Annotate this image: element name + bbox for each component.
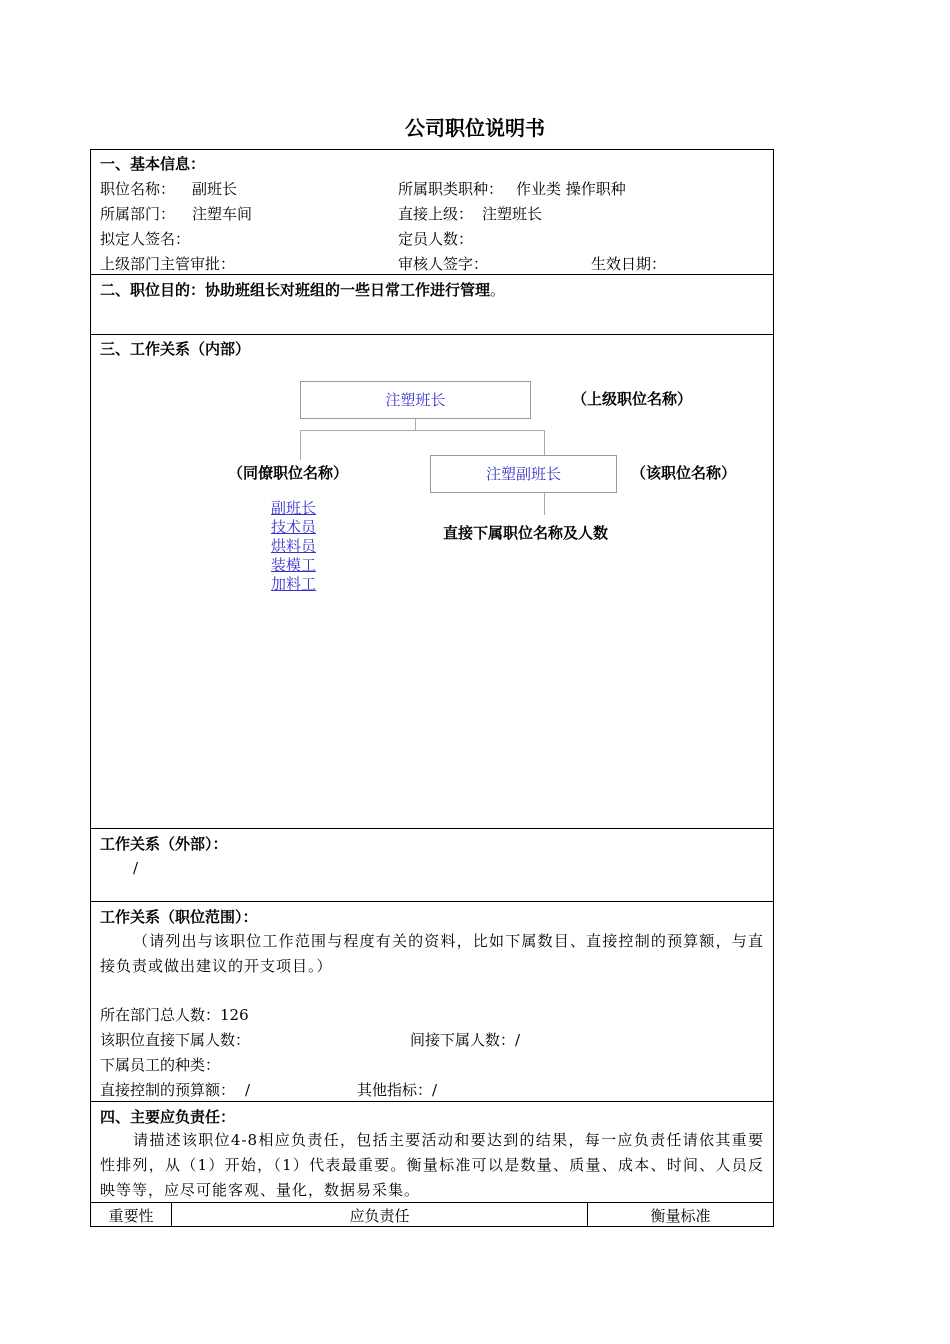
category-label: 所属职类职种： (398, 180, 504, 198)
peer-position-list (271, 499, 363, 594)
org-connector (300, 430, 301, 460)
peer-position-link[interactable]: 加料工 (271, 575, 317, 593)
direct-subordinates-label: 该职位直接下属人数： (100, 1031, 251, 1049)
section-divider (90, 1101, 774, 1102)
external-relations-value: / (133, 859, 139, 877)
other-metrics-value: / (432, 1081, 438, 1099)
reviewer-label: 审核人签字： (398, 255, 489, 273)
org-connector (544, 492, 545, 515)
document-title: 公司职位说明书 (405, 116, 545, 140)
column-header-standard: 衡量标准 (650, 1207, 711, 1225)
department-value: 注塑车间 (192, 205, 253, 223)
purpose-line (100, 280, 505, 300)
other-metrics-label: 其他指标： (357, 1081, 433, 1099)
peer-position-link[interactable]: 装模工 (271, 556, 317, 574)
position-name-value: 副班长 (192, 180, 238, 198)
basic-info-heading: 一、基本信息： (100, 155, 206, 173)
section-divider (90, 828, 774, 829)
category-value: 作业类 操作职种 (516, 180, 626, 198)
subordinate-caption: 直接下属职位名称及人数 (443, 524, 609, 542)
headcount-label: 定员人数： (398, 230, 474, 248)
drafter-label: 拟定人签名： (100, 230, 191, 248)
current-position-caption: （该职位名称） (631, 464, 737, 482)
purpose-period: 。 (490, 281, 506, 299)
section-divider (90, 274, 774, 275)
indirect-subordinates-line (410, 1030, 520, 1050)
duties-instruction: 请描述该职位4-8相应负责任，包括主要活动和要达到的结果，每一应负责任请依其重要性排列，从（1）开始，（1）代表最重要。衡量标准可以是数量、质量、成本、时间、人员反映等等，应尽可能客观、量化，数据易采集。 (100, 1131, 764, 1199)
effective-date-label: 生效日期： (591, 255, 667, 273)
dept-total-label: 所在部门总人数： (100, 1006, 221, 1024)
indirect-subordinates-value: / (515, 1031, 521, 1049)
dept-total-line (100, 1005, 249, 1025)
peer-position-link[interactable]: 烘料员 (271, 537, 317, 555)
column-header-responsibility: 应负责任 (349, 1207, 410, 1225)
subordinate-types-label: 下属员工的种类： (100, 1056, 221, 1074)
purpose-text: 二、职位目的：协助班组长对班组的一些日常工作进行管理 (100, 281, 491, 299)
section-divider (90, 334, 774, 335)
superior-value: 注塑班长 (482, 205, 543, 223)
scope-heading: 工作关系（职位范围）： (100, 908, 258, 926)
external-relations-heading: 工作关系（外部）： (100, 835, 228, 853)
budget-value: / (245, 1081, 251, 1099)
approver-label: 上级部门主管审批： (100, 255, 236, 273)
org-connector (544, 430, 545, 455)
dept-total-value: 126 (220, 1006, 249, 1024)
superior-label: 直接上级： (398, 205, 474, 223)
indirect-subordinates-label: 间接下属人数： (410, 1031, 516, 1049)
peer-position-link[interactable]: 技术员 (271, 518, 317, 536)
section-divider (90, 901, 774, 902)
position-name-label: 职位名称： (100, 180, 176, 198)
other-metrics-line (357, 1080, 437, 1100)
internal-relations-heading: 三、工作关系（内部） (100, 340, 251, 358)
duties-heading: 四、主要应负责任： (100, 1108, 236, 1126)
department-label: 所属部门： (100, 205, 176, 223)
superior-caption: （上级职位名称） (572, 390, 693, 408)
current-position-box: 注塑副班长 (430, 455, 617, 493)
budget-line (100, 1080, 250, 1100)
budget-label: 直接控制的预算额： (100, 1081, 236, 1099)
scope-instruction: （请列出与该职位工作范围与程度有关的资料，比如下属数目、直接控制的预算额，与直接负责或做出建议的开支项目。） (100, 932, 764, 975)
peer-caption: （同僚职位名称） (228, 464, 349, 482)
org-connector (300, 430, 545, 431)
peer-position-link[interactable]: 副班长 (271, 499, 317, 517)
column-header-importance: 重要性 (108, 1207, 154, 1225)
superior-position-box: 注塑班长 (300, 381, 531, 419)
